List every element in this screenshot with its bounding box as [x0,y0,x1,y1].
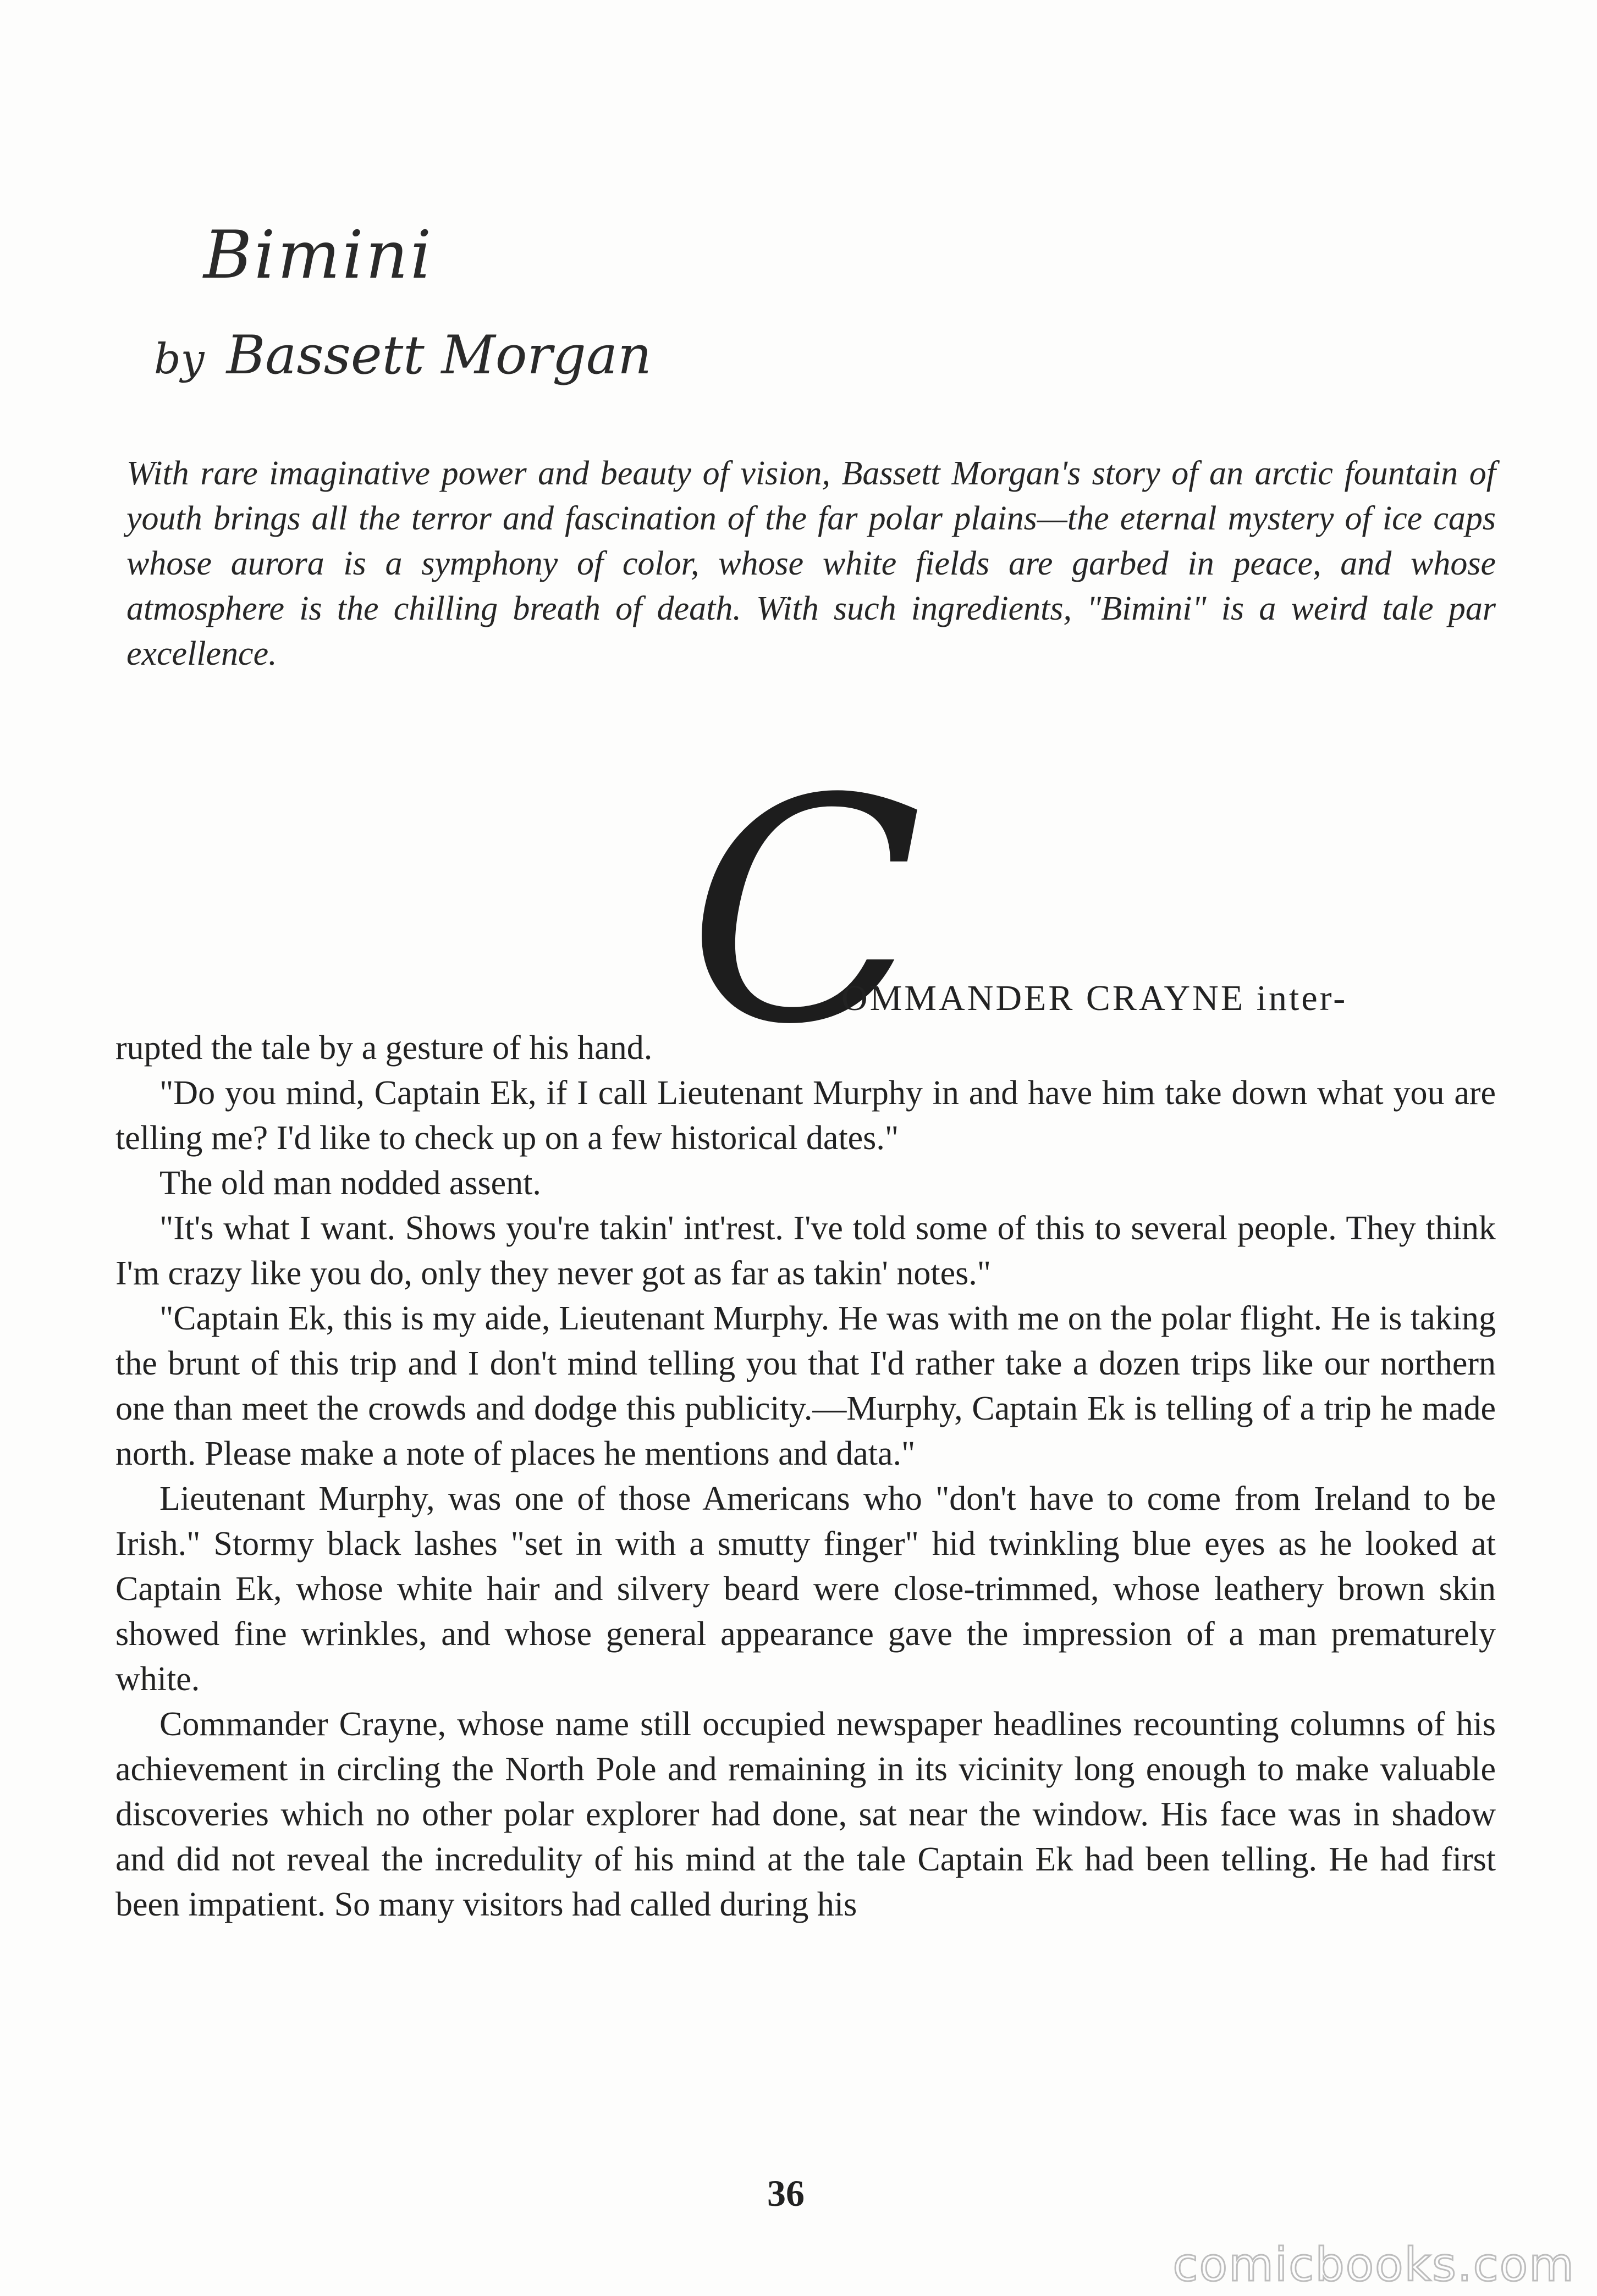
paragraph: "Captain Ek, this is my aide, Lieutenant Murphy. He was with me on the polar flight. He is taking the brunt of this trip and I don't mind telling you that I'd rather take a dozen trips like our northern one than meet the crowds and dodge this publicity.—Murphy, Captain Ek is telling of a trip he made north. Please make a note of places he mentions and data." [115,1300,1496,1472]
story-title: Bimini [203,217,434,294]
opening-first-line: OMMANDER CRAYNE inter- [841,978,1348,1018]
paragraph: Lieutenant Murphy, was one of those Americans who "don't have to come from Ireland to be Irish." Stormy black lashes "set in with a smutty finger" hid twinkling blue eyes as he looked at Captain Ek, whose white hair and silvery beard were close-trimmed, whose leathery brown skin showed fine wrinkles, and whose general appearance gave the impression of a man prematurely white. [115,1480,1496,1698]
byline [154,324,652,386]
author-name: Bassett Morgan [226,324,652,386]
drop-cap: C [687,733,923,1092]
byline-by: by [154,334,205,383]
opening-continuation: rupted the tale by a gesture of his hand. [115,1029,653,1067]
paragraph: "Do you mind, Captain Ek, if I call Lieutenant Murphy in and have him take down what you are telling me? I'd like to check up on a few historical dates." [115,1074,1496,1157]
paragraph: "It's what I want. Shows you're takin' int'rest. I've told some of this to several people. They think I'm crazy like you do, only they never got as far as takin' notes." [115,1210,1496,1292]
page-number: 36 [767,2172,805,2214]
paragraph: The old man nodded assent. [159,1164,541,1202]
story-blurb: With rare imaginative power and beauty of vision, Bassett Morgan's story of an arctic fountain of youth brings all the terror and fascination of the far polar plains—the eternal mystery of ice caps whose aurora is a symphony of color, whose white fields are garbed in peace, and whose atmosphere is the chilling breath of death. With such ingredients, "Bimini" is a weird tale par excellence. [126,455,1496,672]
watermark: comicbooks.com [1172,2238,1575,2292]
story-body [115,1025,1496,1927]
paragraph: Commander Crayne, whose name still occupied newspaper headlines recounting columns of his achievement in circling the North Pole and remaining in its vicinity long enough to make valuable discoveries which no other polar explorer had done, sat near the window. His face was in shadow and did not reveal the incredulity of his mind at the tale Captain Ek had been telling. He had first been impatient. So many visitors had called during his [115,1706,1496,1923]
